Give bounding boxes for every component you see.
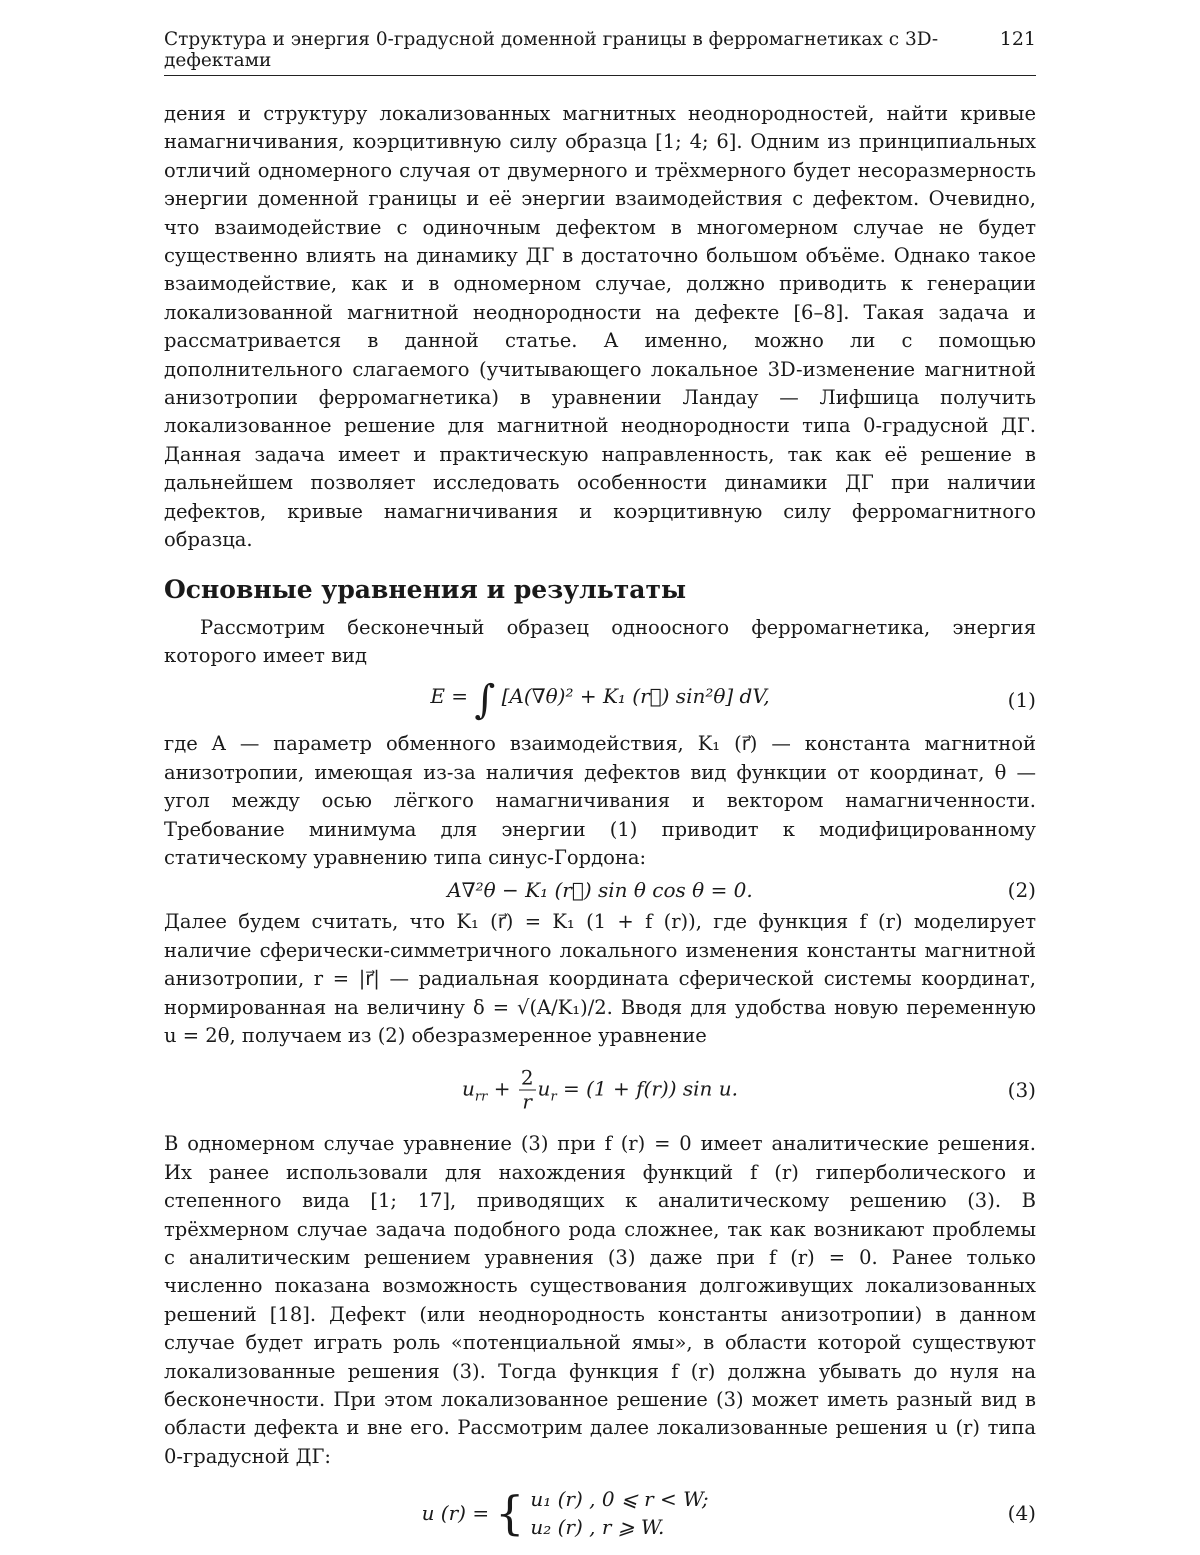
- equation-3-mid-sub: r: [550, 1089, 557, 1105]
- equation-1-lhs: E =: [430, 684, 469, 709]
- page: [164, 28, 1036, 1555]
- equation-1-expression: [430, 677, 769, 723]
- integral-sign: ∫: [474, 677, 496, 724]
- equation-3-fraction: [519, 1067, 536, 1114]
- fraction-denominator: r: [522, 1089, 532, 1114]
- equation-4-case-2: u₂ (r) , r ⩾ W.: [530, 1515, 665, 1540]
- equation-3-mid: u: [537, 1076, 551, 1101]
- equation-2: [164, 872, 1036, 908]
- equation-2-expression: A∇²θ − K₁ (r⃗) sin θ cos θ = 0.: [447, 878, 753, 903]
- equation-3-left: u: [462, 1076, 475, 1101]
- equation-3-plus: +: [493, 1076, 511, 1101]
- equation-4-expression: [422, 1485, 709, 1541]
- fraction-numerator: 2: [520, 1065, 534, 1090]
- equation-4-number: (4): [1007, 1501, 1036, 1526]
- equation-3: [164, 1050, 1036, 1130]
- equation-3-right: = (1 + f(r)) sin u.: [563, 1076, 738, 1101]
- equation-4: [164, 1471, 1036, 1555]
- equation-4-cases: [530, 1485, 708, 1541]
- left-brace: {: [495, 1486, 525, 1541]
- running-header: [164, 28, 1036, 76]
- paragraph-after-eq2: Далее будем считать, что K₁ (r⃗) = K₁ (1 + f (r)), где функция f (r) моделирует наличие сферически-симметричного локального изменения константы магнитной анизотропии, r = |r⃗| — радиальная координата сферической системы координат, нормированная на величину δ = √(A/K₁)/2. Вводя для удобства новую переменную u = 2θ, получаем из (2) обезразмеренное уравнение: [164, 910, 1036, 1047]
- section-title: Основные уравнения и результаты: [164, 574, 687, 604]
- equation-4-lhs: u (r) =: [421, 1501, 490, 1526]
- equation-3-number: (3): [1007, 1078, 1036, 1103]
- equation-2-number: (2): [1007, 878, 1036, 903]
- running-title: Структура и энергия 0-градусной доменной границы в ферромагнетиках с 3D-дефектами: [164, 29, 939, 71]
- intro-paragraph: дения и структуру локализованных магнитных неоднородностей, найти кривые намагничивания, коэрцитивную силу образца [1; 4; 6]. Одним из принципиальных отличий одномерного случая от двумерного и трёхмерного будет несоразмерность энергии доменной границы и её энергии взаимодействия с дефектом. Очевидно, что взаимодействие с одиночным дефектом в многомерном случае не будет существенно влиять на динамику ДГ в достаточно большом объёме. Однако такое взаимодействие, как и в одномерном случае, должно приводить к генерации локализованной магнитной неоднородности на дефекте [6–8]. Такая задача и рассматривается в данной статье. А именно, можно ли с помощью дополнительного слагаемого (учитывающего локальное 3D-изменение магнитной анизотропии ферромагнетика) в уравнении Ландау — Лифшица получить локализованное решение для магнитной неоднородности типа 0-градусной ДГ. Данная задача имеет и практическую направленность, так как её решение в дальнейшем позволяет исследовать особенности динамики ДГ при наличии дефектов, кривые намагничивания и коэрцитивную силу ферромагнитного образца.: [164, 102, 1036, 552]
- equation-4-block: [422, 1485, 709, 1541]
- equation-4-case-1: u₁ (r) , 0 ⩽ r < W;: [530, 1487, 709, 1512]
- equation-3-expression: [462, 1067, 738, 1114]
- equation-1-body: [A(∇θ)² + K₁ (r⃗) sin²θ] dV,: [501, 684, 770, 709]
- paragraph-after-eq3: В одномерном случае уравнение (3) при f (r) = 0 имеет аналитические решения. Их ранее использовали для нахождения функций f (r) гиперболического и степенного вида [1; 17], приводящих к аналитическому решению (3). В трёхмерном случае задача подобного рода сложнее, так как возникают проблемы с аналитическим решением уравнения (3) даже при f (r) = 0. Ранее только численно показана возможность существования долгоживущих локализованных решений [18]. Дефект (или неоднородность константы анизотропии) в данном случае будет играть роль «потенциальной ямы», в области которой существуют локализованные решения (3). Тогда функция f (r) должна убывать до нуля на бесконечности. При этом локализованное решение (3) может иметь разный вид в области дефекта и вне его. Рассмотрим далее локализованные решения u (r) типа 0-градусной ДГ:: [164, 1132, 1036, 1468]
- paragraph-energy: Рассмотрим бесконечный образец одноосного ферромагнетика, энергия которого имеет вид: [164, 615, 1036, 667]
- equation-1: [164, 670, 1036, 730]
- paragraph-after-eq1: где A — параметр обменного взаимодействия, K₁ (r⃗) — константа магнитной анизотропии, имеющая из-за наличия дефектов вид функции от координат, θ — угол между осью лёгкого намагничивания и вектором намагниченности. Требование минимума для энергии (1) приводит к модифицированному статическому уравнению типа синус-Гордона:: [164, 732, 1036, 869]
- equation-3-left-sub: rr: [474, 1089, 488, 1105]
- equation-1-number: (1): [1007, 688, 1036, 713]
- page-number: 121: [999, 28, 1036, 50]
